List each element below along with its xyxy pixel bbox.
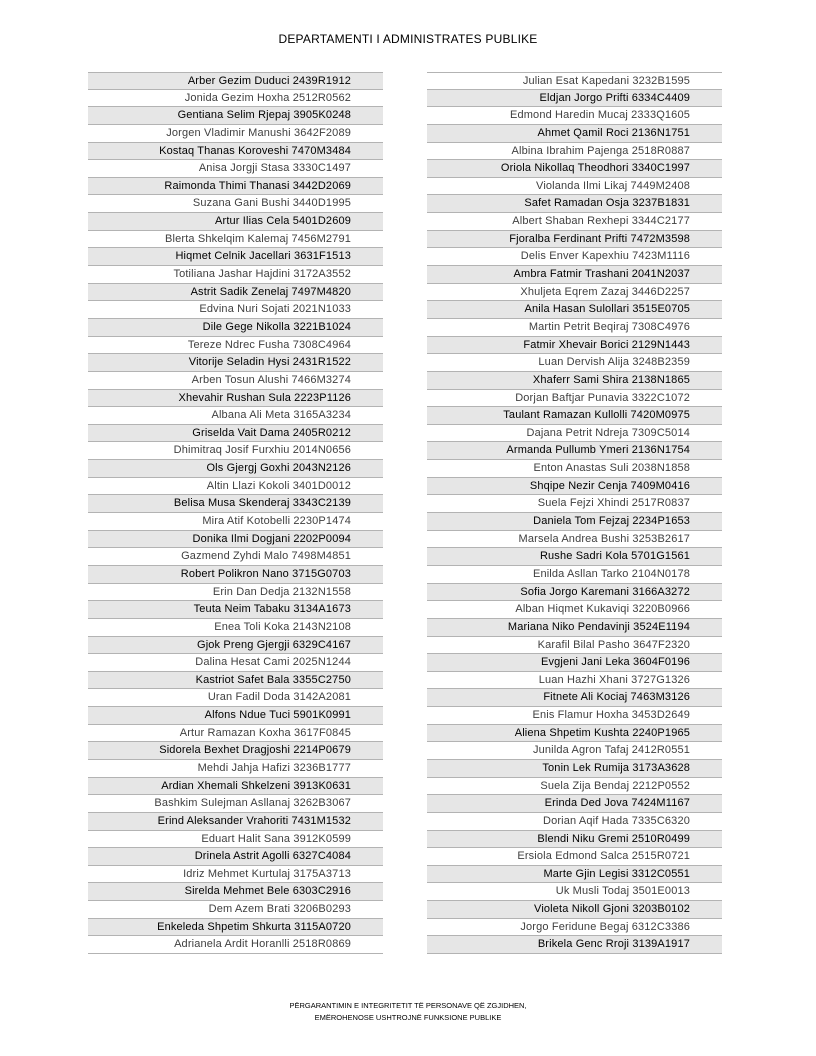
list-item: Marsela Andrea Bushi 3253B2617 xyxy=(427,531,722,549)
list-item: Bashkim Sulejman Asllanaj 3262B3067 xyxy=(88,795,383,813)
list-item: Suela Zija Bendaj 2212P0552 xyxy=(427,778,722,796)
list-item: Xhuljeta Eqrem Zazaj 3446D2257 xyxy=(427,284,722,302)
list-item: Jorgen Vladimir Manushi 3642F2089 xyxy=(88,125,383,143)
list-item: Eldjan Jorgo Prifti 6334C4409 xyxy=(427,90,722,108)
list-item: Ols Gjergj Goxhi 2043N2126 xyxy=(88,460,383,478)
list-item: Suela Fejzi Xhindi 2517R0837 xyxy=(427,495,722,513)
list-item: Adrianela Ardit Horanlli 2518R0869 xyxy=(88,936,383,954)
list-item: Daniela Tom Fejzaj 2234P1653 xyxy=(427,513,722,531)
list-item: Albert Shaban Rexhepi 3344C2177 xyxy=(427,213,722,231)
list-item: Mariana Niko Pendavinji 3524E1194 xyxy=(427,619,722,637)
list-item: Kastriot Safet Bala 3355C2750 xyxy=(88,672,383,690)
list-item: Enton Anastas Suli 2038N1858 xyxy=(427,460,722,478)
list-item: Uk Musli Todaj 3501E0013 xyxy=(427,883,722,901)
list-item: Ardian Xhemali Shkelzeni 3913K0631 xyxy=(88,778,383,796)
list-item: Blendi Niku Gremi 2510R0499 xyxy=(427,831,722,849)
list-item: Edvina Nuri Sojati 2021N1033 xyxy=(88,301,383,319)
list-item: Fjoralba Ferdinant Prifti 7472M3598 xyxy=(427,231,722,249)
list-item: Aliena Shpetim Kushta 2240P1965 xyxy=(427,725,722,743)
page-title: DEPARTAMENTI I ADMINISTRATES PUBLIKE xyxy=(278,32,538,46)
list-item: Armanda Pullumb Ymeri 2136N1754 xyxy=(427,442,722,460)
footer-line-2: EMËROHENOSE USHTROJNË FUNKSIONE PUBLIKE xyxy=(314,1013,502,1022)
list-item: Sirelda Mehmet Bele 6303C2916 xyxy=(88,883,383,901)
list-item: Gjok Preng Gjergji 6329C4167 xyxy=(88,637,383,655)
list-item: Anisa Jorgji Stasa 3330C1497 xyxy=(88,160,383,178)
list-item: Drinela Astrit Agolli 6327C4084 xyxy=(88,848,383,866)
list-item: Dajana Petrit Ndreja 7309C5014 xyxy=(427,425,722,443)
list-item: Blerta Shkelqim Kalemaj 7456M2791 xyxy=(88,231,383,249)
list-item: Oriola Nikollaq Theodhori 3340C1997 xyxy=(427,160,722,178)
list-item: Enilda Asllan Tarko 2104N0178 xyxy=(427,566,722,584)
list-item: Astrit Sadik Zenelaj 7497M4820 xyxy=(88,284,383,302)
list-item: Robert Polikron Nano 3715G0703 xyxy=(88,566,383,584)
list-item: Ahmet Qamil Roci 2136N1751 xyxy=(427,125,722,143)
list-item: Artur Ilias Cela 5401D2609 xyxy=(88,213,383,231)
list-item: Erinda Ded Jova 7424M1167 xyxy=(427,795,722,813)
list-item: Evgjeni Jani Leka 3604F0196 xyxy=(427,654,722,672)
list-item: Hiqmet Celnik Jacellari 3631F1513 xyxy=(88,248,383,266)
list-item: Julian Esat Kapedani 3232B1595 xyxy=(427,72,722,90)
list-item: Dem Azem Brati 3206B0293 xyxy=(88,901,383,919)
list-item: Kostaq Thanas Koroveshi 7470M3484 xyxy=(88,143,383,161)
list-item: Arber Gezim Duduci 2439R1912 xyxy=(88,72,383,90)
list-item: Altin Llazi Kokoli 3401D0012 xyxy=(88,478,383,496)
list-item: Luan Hazhi Xhani 3727G1326 xyxy=(427,672,722,690)
list-item: Anila Hasan Sulollari 3515E0705 xyxy=(427,301,722,319)
list-item: Fatmir Xhevair Borici 2129N1443 xyxy=(427,337,722,355)
list-item: Violanda Ilmi Likaj 7449M2408 xyxy=(427,178,722,196)
list-item: Erin Dan Dedja 2132N1558 xyxy=(88,584,383,602)
list-item: Enis Flamur Hoxha 3453D2649 xyxy=(427,707,722,725)
list-item: Xhevahir Rushan Sula 2223P1126 xyxy=(88,390,383,408)
list-item: Alfons Ndue Tuci 5901K0991 xyxy=(88,707,383,725)
list-item: Donika Ilmi Dogjani 2202P0094 xyxy=(88,531,383,549)
list-item: Jonida Gezim Hoxha 2512R0562 xyxy=(88,90,383,108)
list-item: Edmond Haredin Mucaj 2333Q1605 xyxy=(427,107,722,125)
list-item: Dorjan Baftjar Punavia 3322C1072 xyxy=(427,390,722,408)
list-item: Safet Ramadan Osja 3237B1831 xyxy=(427,195,722,213)
list-item: Artur Ramazan Koxha 3617F0845 xyxy=(88,725,383,743)
list-item: Uran Fadil Doda 3142A2081 xyxy=(88,689,383,707)
list-item: Teuta Neim Tabaku 3134A1673 xyxy=(88,601,383,619)
list-item: Arben Tosun Alushi 7466M3274 xyxy=(88,372,383,390)
list-item: Dhimitraq Josif Furxhiu 2014N0656 xyxy=(88,442,383,460)
list-item: Tereze Ndrec Fusha 7308C4964 xyxy=(88,337,383,355)
list-item: Mira Atif Kotobelli 2230P1474 xyxy=(88,513,383,531)
list-item: Fitnete Ali Kociaj 7463M3126 xyxy=(427,689,722,707)
list-item: Martin Petrit Beqiraj 7308C4976 xyxy=(427,319,722,337)
list-item: Jorgo Feridune Begaj 6312C3386 xyxy=(427,919,722,937)
list-item: Luan Dervish Alija 3248B2359 xyxy=(427,354,722,372)
list-item: Shqipe Nezir Cenja 7409M0416 xyxy=(427,478,722,496)
list-item: Delis Enver Kapexhiu 7423M1116 xyxy=(427,248,722,266)
footer-line-1: PËRGARANTIMIN E INTEGRITETIT TË PERSONAVE QË ZGJIDHEN, xyxy=(289,1001,527,1010)
list-item: Enkeleda Shpetim Shkurta 3115A0720 xyxy=(88,919,383,937)
list-item: Enea Toli Koka 2143N2108 xyxy=(88,619,383,637)
list-item: Dile Gege Nikolla 3221B1024 xyxy=(88,319,383,337)
list-item: Idriz Mehmet Kurtulaj 3175A3713 xyxy=(88,866,383,884)
left-name-column xyxy=(88,72,383,954)
list-item: Albina Ibrahim Pajenga 2518R0887 xyxy=(427,143,722,161)
list-item: Ersiola Edmond Salca 2515R0721 xyxy=(427,848,722,866)
list-item: Dalina Hesat Cami 2025N1244 xyxy=(88,654,383,672)
list-item: Junilda Agron Tafaj 2412R0551 xyxy=(427,742,722,760)
list-item: Karafil Bilal Pasho 3647F2320 xyxy=(427,637,722,655)
list-item: Erind Aleksander Vrahoriti 7431M1532 xyxy=(88,813,383,831)
list-item: Marte Gjin Legisi 3312C0551 xyxy=(427,866,722,884)
list-item: Dorian Aqif Hada 7335C6320 xyxy=(427,813,722,831)
list-item: Xhaferr Sami Shira 2138N1865 xyxy=(427,372,722,390)
list-item: Griselda Vait Dama 2405R0212 xyxy=(88,425,383,443)
list-item: Albana Ali Meta 3165A3234 xyxy=(88,407,383,425)
list-item: Sofia Jorgo Karemani 3166A3272 xyxy=(427,584,722,602)
list-item: Tonin Lek Rumija 3173A3628 xyxy=(427,760,722,778)
list-item: Violeta Nikoll Gjoni 3203B0102 xyxy=(427,901,722,919)
list-item: Rushe Sadri Kola 5701G1561 xyxy=(427,548,722,566)
list-item: Eduart Halit Sana 3912K0599 xyxy=(88,831,383,849)
list-item: Totiliana Jashar Hajdini 3172A3552 xyxy=(88,266,383,284)
list-item: Ambra Fatmir Trashani 2041N2037 xyxy=(427,266,722,284)
list-item: Taulant Ramazan Kullolli 7420M0975 xyxy=(427,407,722,425)
list-item: Sidorela Bexhet Dragjoshi 2214P0679 xyxy=(88,742,383,760)
list-item: Vitorije Seladin Hysi 2431R1522 xyxy=(88,354,383,372)
list-item: Raimonda Thimi Thanasi 3442D2069 xyxy=(88,178,383,196)
list-item: Mehdi Jahja Hafizi 3236B1777 xyxy=(88,760,383,778)
list-item: Brikela Genc Rroji 3139A1917 xyxy=(427,936,722,954)
list-item: Gentiana Selim Rjepaj 3905K0248 xyxy=(88,107,383,125)
list-item: Belisa Musa Skenderaj 3343C2139 xyxy=(88,495,383,513)
page-footer xyxy=(0,1000,816,1024)
list-item: Alban Hiqmet Kukaviqi 3220B0966 xyxy=(427,601,722,619)
list-item: Gazmend Zyhdi Malo 7498M4851 xyxy=(88,548,383,566)
list-item: Suzana Gani Bushi 3440D1995 xyxy=(88,195,383,213)
right-name-column xyxy=(427,72,722,954)
